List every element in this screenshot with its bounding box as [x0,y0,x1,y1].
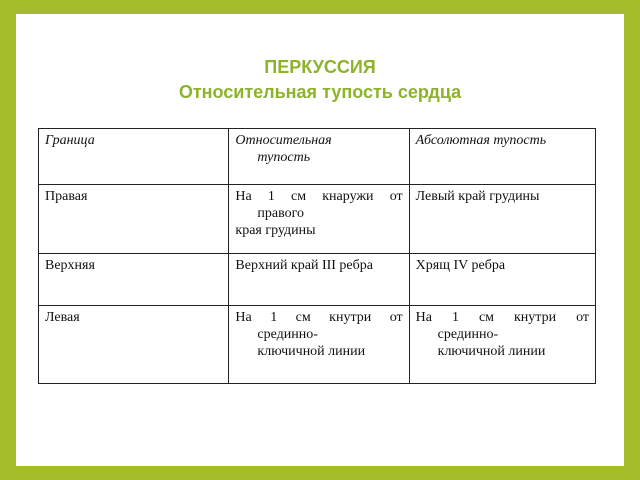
header-relative-dullness: Относительная тупость [229,129,409,185]
cell-absolute: Хрящ IV ребра [409,254,595,306]
cell-relative: На 1 см кнаружи от правого края грудины [229,185,409,254]
cell-relative: На 1 см кнутри от срединно- ключичной линии [229,306,409,384]
header-border: Граница [39,129,229,185]
cell-border: Правая [39,185,229,254]
table-row [39,185,596,254]
cell-relative: Верхний край III ребра [229,254,409,306]
table-row [39,306,596,384]
slide [16,14,624,466]
slide-subtitle: Относительная тупость сердца [178,82,462,102]
cell-border: Левая [39,306,229,384]
slide-title: ПЕРКУССИЯ [264,57,376,77]
cell-absolute: На 1 см кнутри от срединно- ключичной линии [409,306,595,384]
cell-border: Верхняя [39,254,229,306]
table-header-row [39,129,596,185]
table-row [39,254,596,306]
header-absolute-dullness: Абсолютная тупость [409,129,595,185]
heart-borders-table [38,128,596,384]
cell-absolute: Левый край грудины [409,185,595,254]
